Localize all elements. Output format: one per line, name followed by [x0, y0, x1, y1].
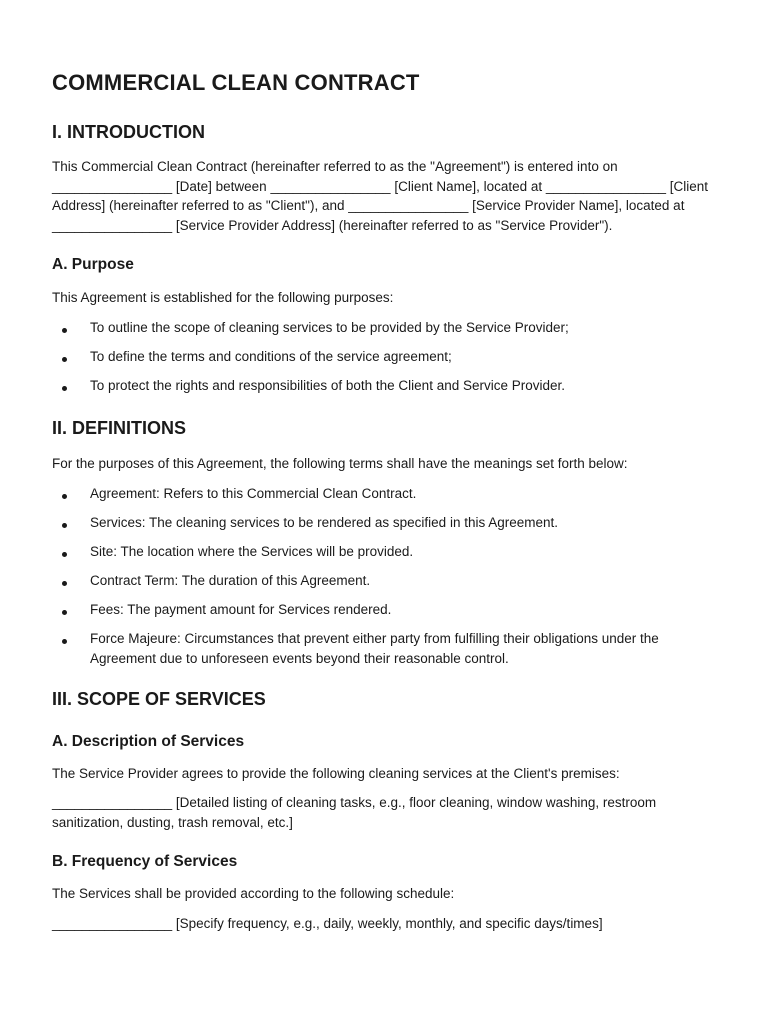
definition-list-item: Agreement: Refers to this Commercial Clean Contract.: [52, 484, 720, 504]
purpose-list: [52, 318, 720, 396]
purpose-list-item: To define the terms and conditions of the service agreement;: [52, 347, 720, 367]
definition-list-item: Contract Term: The duration of this Agreement.: [52, 571, 720, 591]
section-heading-introduction: I. INTRODUCTION: [52, 122, 205, 142]
subsection-heading-purpose: A. Purpose: [52, 256, 134, 274]
subsection-heading-description: A. Description of Services: [52, 732, 245, 750]
description-detail-field: ________________ [Detailed listing of cleaning tasks, e.g., floor cleaning, window washing, restroom sanitization, dusting, trash removal, etc.]: [52, 795, 657, 830]
frequency-paragraph: The Services shall be provided according to the following schedule:: [52, 886, 455, 902]
section-heading-scope: III. SCOPE OF SERVICES: [52, 688, 266, 709]
section-heading-definitions: II. DEFINITIONS: [52, 417, 187, 438]
document-title: COMMERCIAL CLEAN CONTRACT: [52, 70, 420, 95]
purpose-paragraph: This Agreement is established for the following purposes:: [52, 290, 394, 306]
definitions-paragraph: For the purposes of this Agreement, the following terms shall have the meanings set forth below:: [52, 455, 628, 471]
definitions-list: [52, 484, 720, 669]
introduction-paragraph: This Commercial Clean Contract (hereinafter referred to as the "Agreement") is entered into on ________________ [Date] between ________________ [Client Name], located at ________________ [Client Address] (hereinafter referred to as "Client"), and ________________ [Service Provider Name], located at ________________ [Service Provider Address] (hereinafter referred to as "Service Provider").: [52, 159, 709, 233]
definition-list-item: Services: The cleaning services to be rendered as specified in this Agreement.: [52, 513, 720, 533]
document-body: [52, 122, 720, 934]
frequency-detail-field: ________________ [Specify frequency, e.g., daily, weekly, monthly, and specific days/times]: [52, 916, 603, 932]
purpose-list-item: To outline the scope of cleaning services to be provided by the Service Provider;: [52, 318, 720, 338]
definition-list-item: Force Majeure: Circumstances that prevent either party from fulfilling their obligations under the Agreement due to unforeseen events beyond their reasonable control.: [52, 629, 720, 668]
definition-list-item: Fees: The payment amount for Services rendered.: [52, 600, 720, 620]
purpose-list-item: To protect the rights and responsibilities of both the Client and Service Provider.: [52, 376, 720, 396]
definition-list-item: Site: The location where the Services will be provided.: [52, 542, 720, 562]
description-paragraph: The Service Provider agrees to provide the following cleaning services at the Client's premises:: [52, 765, 620, 781]
subsection-heading-frequency: B. Frequency of Services: [52, 853, 238, 871]
